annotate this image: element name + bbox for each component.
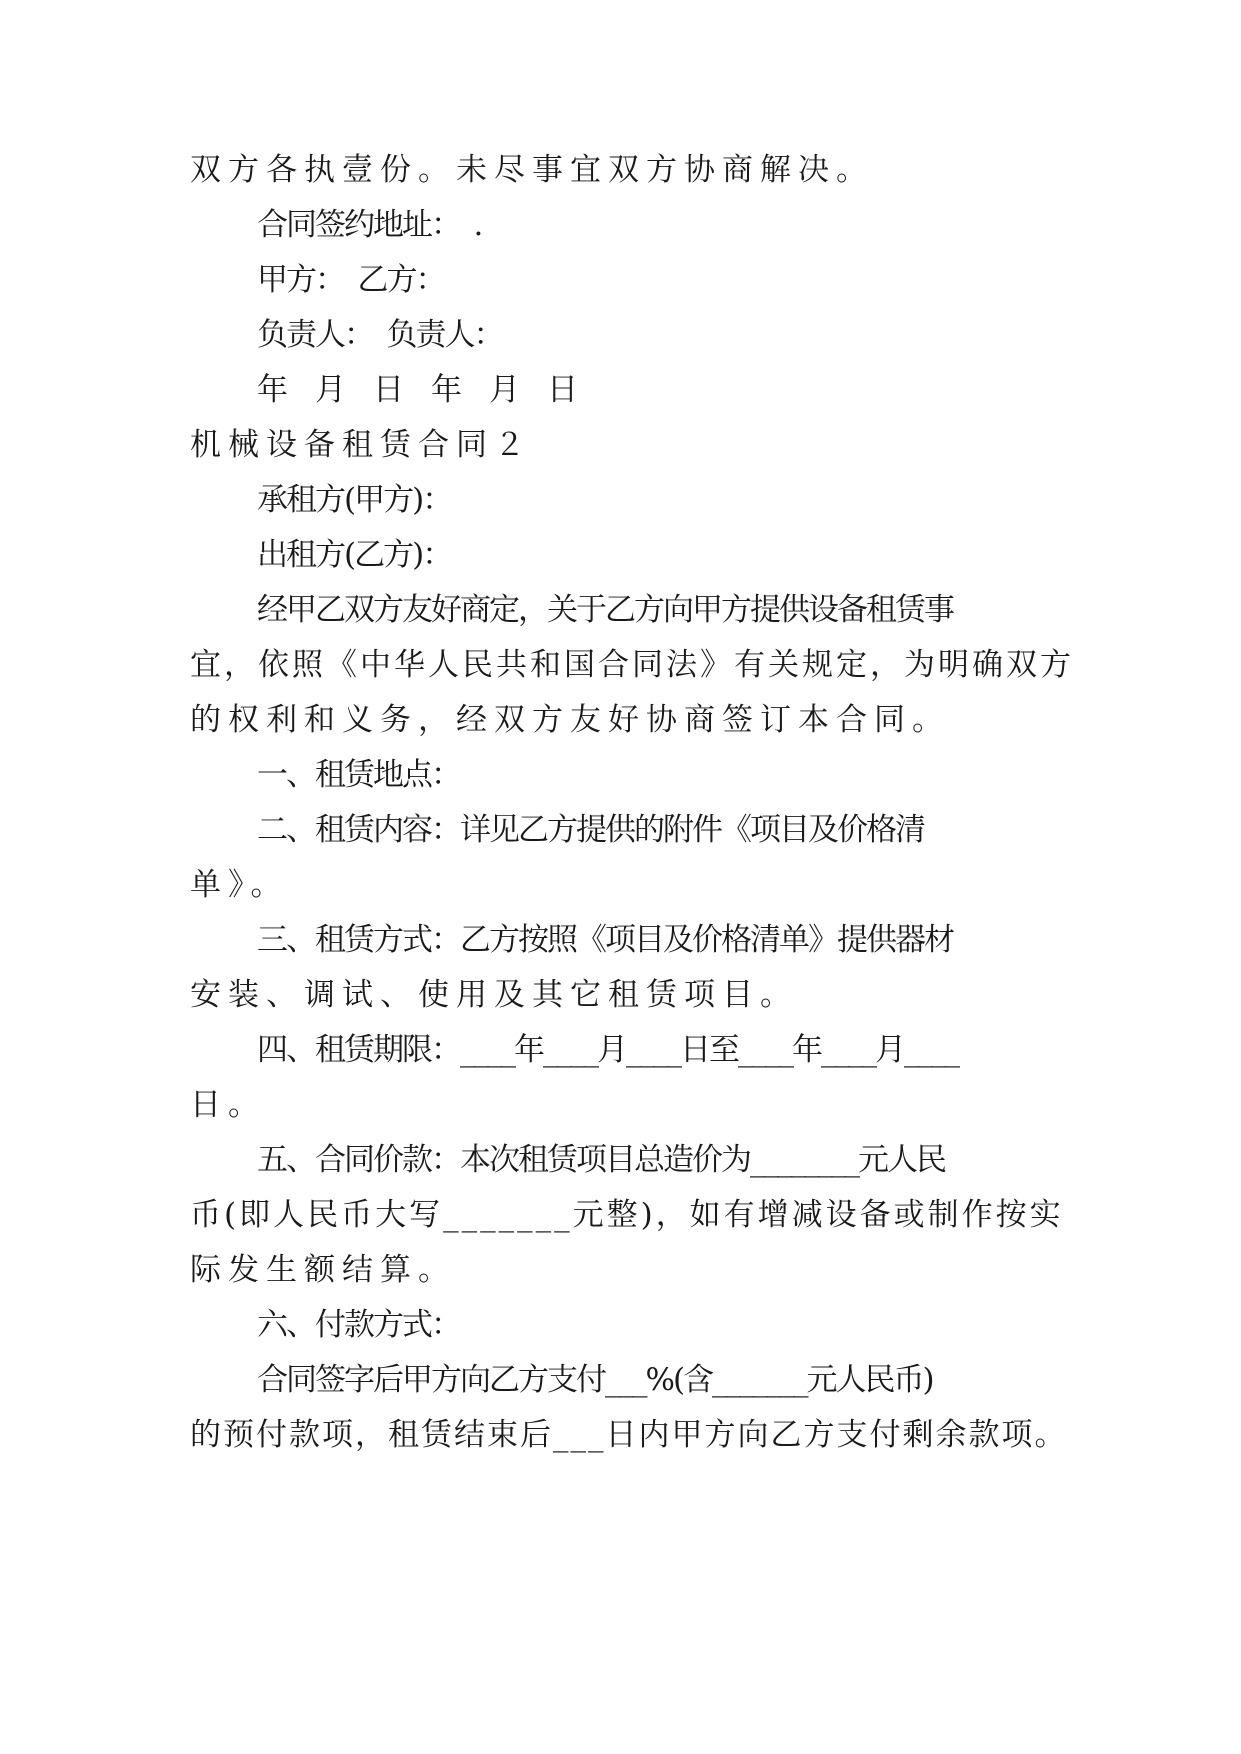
lessee-line: 承租方(甲方)：: [257, 482, 452, 518]
clause-2-line-2: 单》。: [190, 867, 289, 903]
date-line: 年 月 日 年 月 日: [257, 372, 576, 408]
clause-3-line-1: 三、租赁方式：乙方按照《项目及价格清单》提供器材: [257, 922, 953, 958]
clause-2-line-1: 二、租赁内容：详见乙方提供的附件《项目及价格清: [257, 812, 924, 848]
preamble-line-1: 经甲乙双方友好商定，关于乙方向甲方提供设备租赁事: [257, 592, 953, 628]
clause-4-line-1: 四、租赁期限：____年____月____日至____年____月____: [257, 1032, 958, 1068]
clause-4-line-2: 日。: [190, 1087, 266, 1123]
clause-6: 六、付款方式：: [257, 1307, 460, 1343]
parties-line: 甲方： 乙方：: [257, 262, 445, 298]
clause-3-line-2: 安装、调试、使用及其它租赁项目。: [190, 977, 798, 1013]
signing-address-line: 合同签约地址： .: [257, 207, 482, 243]
payment-line-2: 的预付款项，租赁结束后___日内甲方向乙方支付剩余款项。: [190, 1417, 1068, 1453]
responsible-person-line: 负责人： 负责人：: [257, 317, 503, 353]
preamble-line-3: 的权利和义务，经双方友好协商签订本合同。: [190, 702, 950, 738]
payment-line-1: 合同签字后甲方向乙方支付___%(含_______元人民币): [257, 1362, 933, 1398]
clause-5-line-1: 五、合同价款：本次租赁项目总造价为________元人民: [257, 1142, 945, 1178]
lessor-line: 出租方(乙方)：: [257, 537, 452, 573]
preamble-line-2: 宜，依照《中华人民共和国合同法》有关规定，为明确双方: [190, 647, 1074, 683]
contract-title: 机械设备租赁合同２: [190, 427, 532, 463]
clause-1: 一、租赁地点：: [257, 757, 460, 793]
clause-5-line-3: 际发生额结算。: [190, 1252, 456, 1288]
clause-5-line-2: 币(即人民币大写_______元整)，如有增减设备或制作按实: [190, 1197, 1064, 1233]
text-line-1: 双方各执壹份。未尽事宜双方协商解决。: [190, 152, 874, 188]
